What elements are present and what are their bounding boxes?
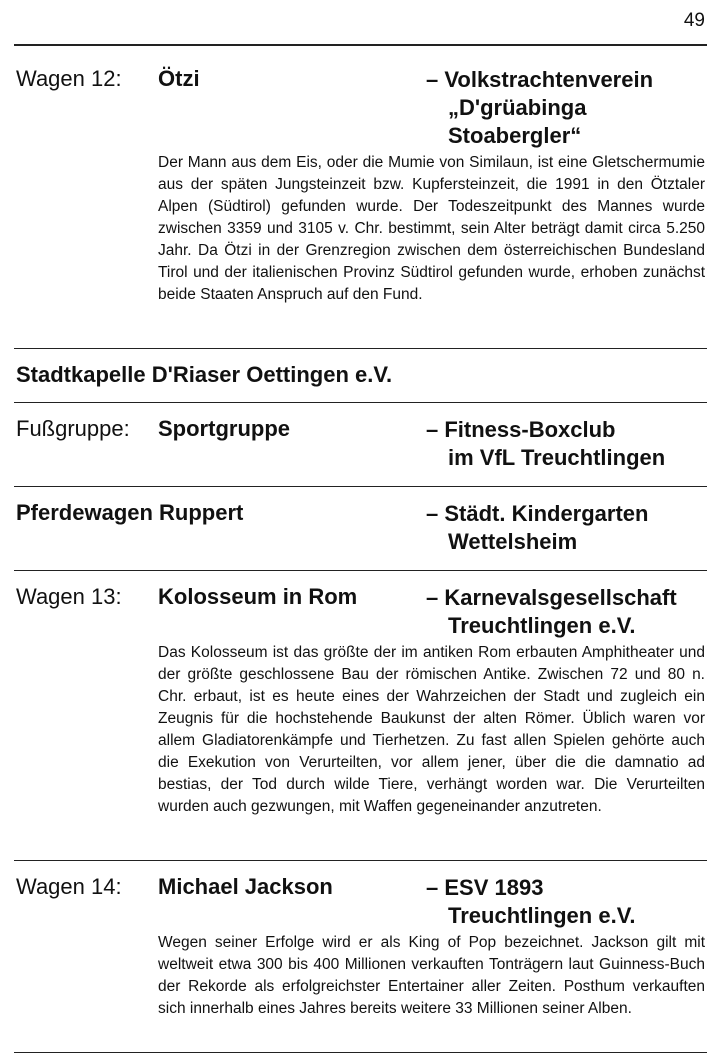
entry-group bbox=[426, 584, 677, 640]
entry-label: Wagen 14: bbox=[16, 874, 122, 899]
divider bbox=[14, 348, 707, 349]
group-line: im VfL Treuchtlingen bbox=[448, 445, 666, 470]
entry-label: Pferdewagen Ruppert bbox=[16, 500, 244, 525]
group-line: – Volkstrachtenverein bbox=[426, 67, 654, 92]
entry-group bbox=[426, 66, 653, 150]
entry-group bbox=[426, 416, 665, 472]
bottom-rule bbox=[14, 1052, 707, 1053]
top-rule bbox=[14, 44, 707, 46]
entry-group bbox=[426, 874, 635, 930]
entry-description: Der Mann aus dem Eis, oder die Mumie von Similaun, ist eine Gletschermumie aus der späten Jungsteinzeit bzw. Kupfersteinzeit, die 1991 in den Ötztaler Alpen (Südtirol) gefunden wurde. Der Todeszeitpunkt des Mannes wurde zwischen 3359 und 3105 v. Chr. bestimmt, sein Alter beträgt damit circa 5.250 Jahr. Da Ötzi in der Grenzregion zwischen dem österreichischen Bundesland Tirol und der italienischen Provinz Südtirol gefunden wurde, erhoben zunächst beide Staaten Anspruch auf den Fund. bbox=[158, 154, 705, 303]
entry-description: Wegen seiner Erfolge wird er als King of Pop bezeichnet. Jackson gilt mit weltweit etwa 300 bis 400 Millionen verkauften Tonträgern laut Guinness-Buch der Rekorde als erfolgreichster Entertainer aller Zeiten. Posthum verkauften sich innerhalb eines Jahres bereits weitere 33 Millionen seiner Alben. bbox=[158, 934, 705, 1017]
group-line: – ESV 1893 bbox=[426, 875, 544, 900]
entry-title: Michael Jackson bbox=[158, 874, 333, 899]
group-line: – Städt. Kindergarten bbox=[426, 501, 649, 526]
entry-title: Ötzi bbox=[158, 66, 200, 91]
entry-wagen-14 bbox=[16, 874, 705, 928]
group-line: – Fitness-Boxclub bbox=[426, 417, 616, 442]
entry-pferdewagen bbox=[16, 500, 705, 554]
entry-description: Das Kolosseum ist das größte der im antiken Rom erbauten Amphitheater und der größte geschlossene Bau der römischen Antike. Zwischen 72 und 80 n. Chr. erbaut, ist es heute eines der Wahrzeichen der Stadt und zugleich ein Zeugnis für die hochstehende Baukunst der alten Römer. Üblich waren vor allem Gladiatorenkämpfe und Tierhetzen. Zu fast allen Spielen gehörte auch die Exekution von Verurteilten, vor allem jener, über die die damnatio ad bestias, der Tod durch wilde Tiere, verhängt worden war. Die Verurteilten wurden auch gezwungen, mit Waffen gegeneinander anzutreten. bbox=[158, 644, 705, 815]
entry-title: Sportgruppe bbox=[158, 416, 290, 441]
divider bbox=[14, 486, 707, 487]
group-line: Treuchtlingen e.V. bbox=[448, 903, 636, 928]
divider bbox=[14, 860, 707, 861]
group-line: – Karnevalsgesellschaft bbox=[426, 585, 677, 610]
entry-title: Kolosseum in Rom bbox=[158, 584, 358, 609]
group-line: Wettelsheim bbox=[448, 529, 578, 554]
entry-label: Wagen 13: bbox=[16, 584, 122, 609]
group-line: Stoabergler“ bbox=[448, 123, 582, 148]
entry-group bbox=[426, 500, 648, 556]
group-line: „D'grüabinga bbox=[448, 95, 587, 120]
page-number: 49 bbox=[683, 10, 705, 31]
group-line: Treuchtlingen e.V. bbox=[448, 613, 636, 638]
entry-label: Wagen 12: bbox=[16, 66, 122, 91]
entry-wagen-13 bbox=[16, 584, 705, 638]
entry-wagen-12 bbox=[16, 66, 705, 148]
entry-fussgruppe bbox=[16, 416, 705, 470]
entry-label: Stadtkapelle D'Riaser Oettingen e.V. bbox=[16, 362, 393, 387]
divider bbox=[14, 570, 707, 571]
entry-label: Fußgruppe: bbox=[16, 416, 130, 441]
entry-stadtkapelle bbox=[16, 362, 705, 392]
divider bbox=[14, 402, 707, 403]
